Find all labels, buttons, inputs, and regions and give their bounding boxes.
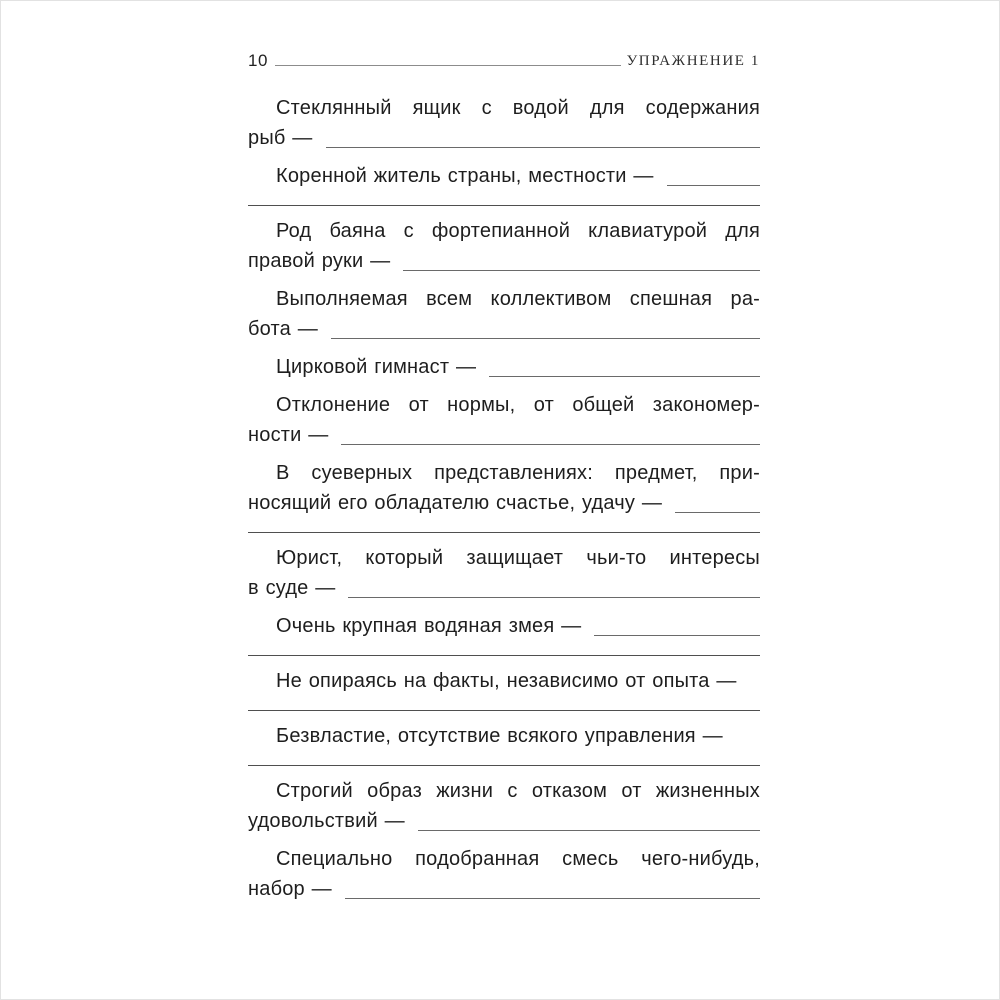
- definition-line: [248, 488, 760, 518]
- definition-line: [248, 611, 760, 641]
- definition-text: Цирковой гимнаст —: [276, 356, 477, 378]
- exercise-item: [248, 543, 760, 603]
- answer-blank: [341, 444, 760, 445]
- definition-line: [248, 806, 760, 836]
- answer-blank: [594, 635, 760, 636]
- definition-text: Очень крупная водяная змея —: [276, 615, 582, 637]
- page-header: [248, 47, 760, 69]
- definition-line: Отклонение от нормы, от общей закономер-: [276, 394, 760, 416]
- definition-text: бота —: [248, 318, 318, 340]
- exercise-item: [248, 776, 760, 836]
- answer-blank: [489, 376, 760, 377]
- definition-text: в суде —: [248, 577, 336, 599]
- exercise-list: [248, 93, 760, 904]
- answer-continuation-line: [248, 710, 760, 711]
- definition-text: ности —: [248, 424, 329, 446]
- answer-blank: [348, 597, 760, 598]
- definition-line: [248, 161, 760, 191]
- answer-blank: [403, 270, 760, 271]
- header-rule: [275, 65, 621, 66]
- answer-blank: [418, 830, 760, 831]
- definition-line: [248, 246, 760, 276]
- definition-text: правой руки —: [248, 250, 391, 272]
- answer-continuation-line: [248, 765, 760, 766]
- definition-line: Специально подобранная смесь чего-нибудь,: [276, 848, 760, 870]
- exercise-item: [248, 216, 760, 276]
- exercise-item: [248, 611, 760, 641]
- exercise-item: [248, 458, 760, 518]
- exercise-item: [248, 666, 760, 696]
- definition-line: Род баяна с фортепианной клавиатурой для: [276, 220, 760, 242]
- definition-line: Выполняемая всем коллективом спешная ра-: [276, 288, 760, 310]
- definition-line: [248, 420, 760, 450]
- exercise-item: [248, 844, 760, 904]
- definition-text: Коренной житель страны, местности —: [276, 165, 654, 187]
- definition-line: [248, 573, 760, 603]
- exercise-title: УПРАЖНЕНИЕ 1: [626, 53, 760, 69]
- answer-blank: [667, 185, 760, 186]
- definition-text: носящий его обладателю счастье, удачу —: [248, 492, 663, 514]
- definition-line: В суеверных представлениях: предмет, при-: [276, 462, 760, 484]
- answer-blank: [331, 338, 760, 339]
- exercise-item: [248, 161, 760, 191]
- answer-blank: [345, 898, 760, 899]
- definition-line: Юрист, который защищает чьи-то интересы: [276, 547, 760, 569]
- definition-line: [248, 123, 760, 153]
- page-number: 10: [248, 51, 268, 70]
- answer-continuation-line: [248, 655, 760, 656]
- exercise-item: [248, 721, 760, 751]
- definition-line: [248, 666, 760, 696]
- definition-line: Строгий образ жизни с отказом от жизненных: [276, 780, 760, 802]
- definition-line: [248, 874, 760, 904]
- exercise-item: [248, 93, 760, 153]
- definition-line: [248, 314, 760, 344]
- definition-line: [248, 352, 760, 382]
- exercise-item: [248, 284, 760, 344]
- definition-text: Безвластие, отсутствие всякого управления —: [276, 725, 723, 747]
- answer-continuation-line: [248, 205, 760, 206]
- definition-text: удовольствий —: [248, 810, 405, 832]
- definition-text: Не опираясь на факты, независимо от опыта —: [276, 670, 737, 692]
- answer-blank: [326, 147, 760, 148]
- answer-continuation-line: [248, 532, 760, 533]
- exercise-item: [248, 390, 760, 450]
- answer-blank: [675, 512, 760, 513]
- definition-line: [248, 721, 760, 751]
- exercise-item: [248, 352, 760, 382]
- definition-text: рыб —: [248, 127, 313, 149]
- definition-line: Стеклянный ящик с водой для содержания: [276, 97, 760, 119]
- definition-text: набор —: [248, 878, 332, 900]
